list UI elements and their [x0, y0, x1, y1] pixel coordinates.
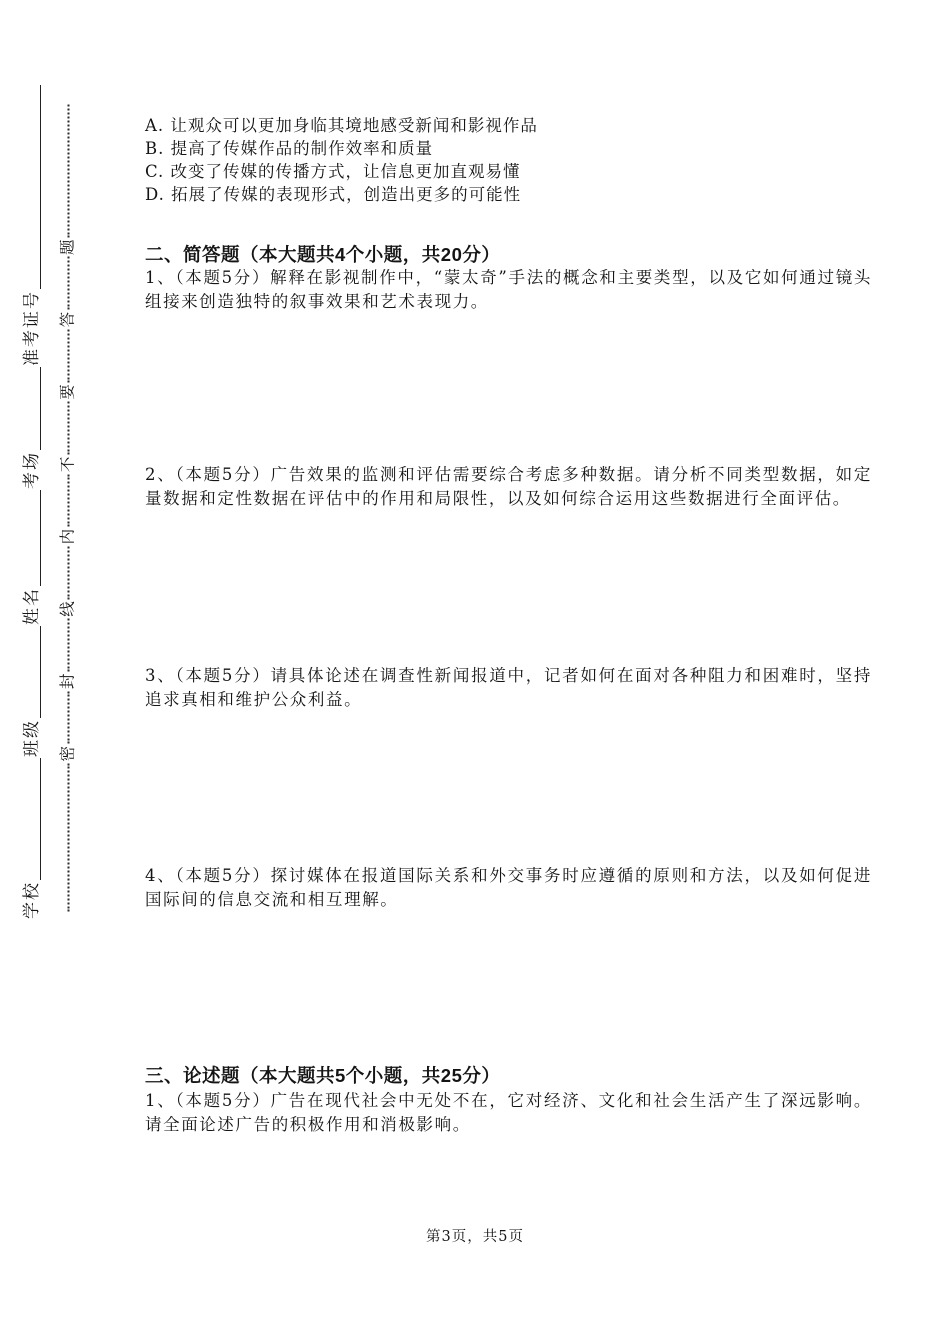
seal-char-yao: 要	[58, 384, 77, 400]
school-label: 学校	[22, 881, 42, 919]
seal-dots-segment	[68, 402, 70, 455]
seal-dots-segment	[68, 619, 70, 672]
seal-char-bu: 不	[58, 456, 77, 473]
seal-dots-segment	[68, 104, 70, 237]
option-c: C. 改变了传媒的传播方式，让信息更加直观易懂	[145, 162, 521, 181]
seal-dots-segment	[68, 691, 70, 744]
seal-dots-segment	[68, 764, 70, 912]
seal-char-da: 答	[58, 311, 77, 328]
seal-dots-segment	[68, 546, 70, 599]
option-b: B. 提高了传媒作品的制作效率和质量	[145, 139, 434, 158]
class-label: 班级	[22, 719, 42, 757]
name-blank-line	[40, 490, 41, 586]
seal-char-feng: 封	[58, 673, 77, 690]
admission-number-blank-line	[40, 85, 41, 289]
name-label: 姓名	[22, 587, 42, 625]
admission-number-label: 准考证号	[22, 290, 42, 366]
option-a: A. 让观众可以更加身临其境地感受新闻和影视作品	[145, 116, 538, 135]
seal-dots-segment	[68, 329, 70, 382]
essay-question-1: 1、（本题5分）广告在现代社会中无处不在，它对经济、文化和社会生活产生了深远影响。请全面论述广告的积极作用和消极影响。	[145, 1091, 872, 1134]
seal-dots-segment	[68, 257, 70, 310]
short-answer-question-3: 3、（本题5分）请具体论述在调查性新闻报道中，记者如何在面对各种阻力和困难时，坚持追求真相和维护公众利益。	[145, 666, 872, 709]
seal-char-nei: 内	[58, 528, 77, 545]
seal-dotted-line	[58, 105, 80, 912]
choice-options	[145, 114, 872, 206]
seal-dots-segment	[68, 474, 70, 527]
seal-char-xian: 线	[58, 601, 77, 617]
school-blank-line	[40, 758, 41, 880]
short-answer-question-4: 4、（本题5分）探讨媒体在报道国际关系和外交事务时应遵循的原则和方法，以及如何促进国际间的信息交流和相互理解。	[145, 866, 872, 909]
short-answer-question-1: 1、（本题5分）解释在影视制作中，“蒙太奇”手法的概念和主要类型，以及它如何通过镜头组接来创造独特的叙事效果和艺术表现力。	[145, 268, 872, 311]
option-d: D. 拓展了传媒的表现形式，创造出更多的可能性	[145, 185, 522, 204]
short-answer-section-heading: 二、简答题（本大题共4个小题，共20分）	[145, 244, 501, 265]
exam-room-blank-line	[40, 367, 41, 450]
seal-char-ti: 题	[58, 239, 77, 255]
short-answer-question-2: 2、（本题5分）广告效果的监测和评估需要综合考虑多种数据。请分析不同类型数据，如定量数据和定性数据在评估中的作用和局限性，以及如何综合运用这些数据进行全面评估。	[145, 465, 872, 508]
class-blank-line	[40, 626, 41, 718]
exam-room-label: 考场	[22, 451, 42, 489]
page-number: 第3页，共5页	[426, 1229, 524, 1245]
student-info-line	[15, 85, 42, 920]
seal-char-mi: 密	[58, 745, 77, 762]
essay-section-heading: 三、论述题（本大题共5个小题，共25分）	[145, 1065, 501, 1086]
